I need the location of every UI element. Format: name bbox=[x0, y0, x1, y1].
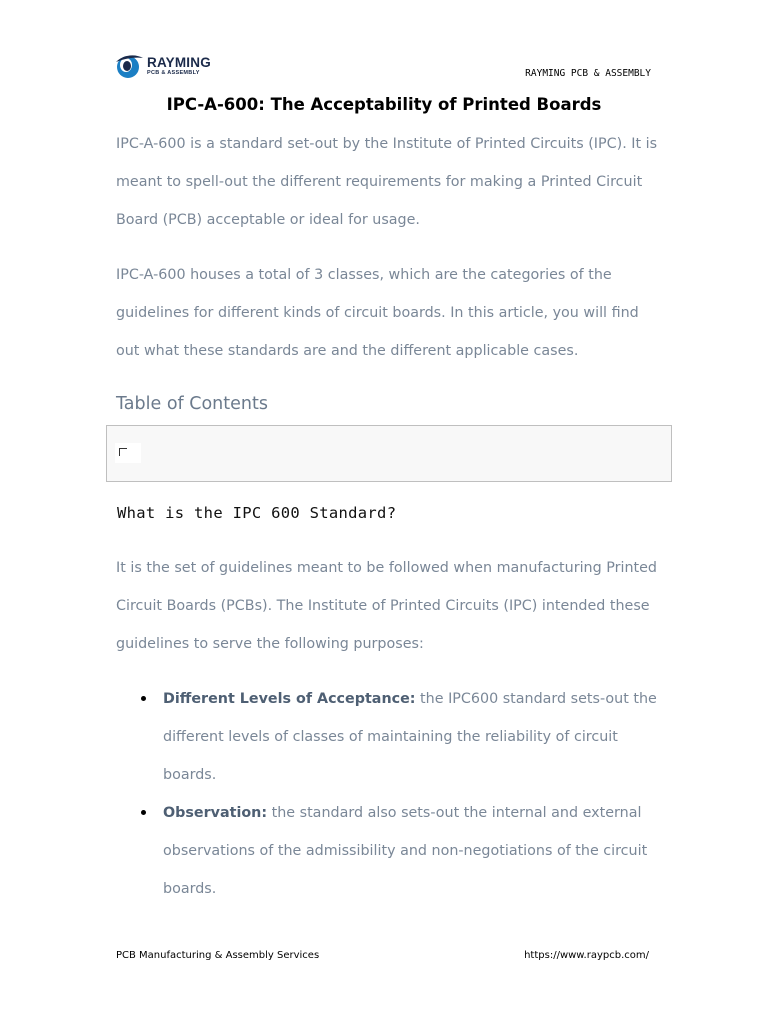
bullet-term: Different Levels of Acceptance: bbox=[163, 691, 416, 707]
purpose-list bbox=[163, 680, 663, 908]
rayming-logo-icon bbox=[114, 52, 144, 80]
bullet-text: the standard also sets-out the internal and external observations of the admissibility and non-negotiations of the circuit boards. bbox=[163, 805, 648, 897]
section-paragraph: It is the set of guidelines meant to be followed when manufacturing Printed Circuit Boards (PCBs). The Institute of Printed Circuits (IPC) intended these guidelines to serve the following purposes: bbox=[116, 560, 657, 652]
bullet-term: Observation: bbox=[163, 805, 268, 821]
intro-paragraph: IPC-A-600 is a standard set-out by the Institute of Printed Circuits (IPC). It is meant to spell-out the different requirements for making a Printed Circuit Board (PCB) acceptable or ideal for usage. bbox=[116, 136, 658, 228]
section-heading: What is the IPC 600 Standard? bbox=[117, 504, 397, 522]
bullet-icon bbox=[141, 696, 146, 701]
collapse-icon bbox=[119, 448, 127, 456]
document-title: IPC-A-600: The Acceptability of Printed Boards bbox=[166, 95, 602, 114]
bullet-icon bbox=[141, 810, 146, 815]
toc-heading: Table of Contents bbox=[116, 394, 268, 414]
header-company-name: RAYMING PCB & ASSEMBLY bbox=[525, 68, 651, 79]
logo-brand: RAYMING bbox=[147, 54, 211, 70]
footer-services: PCB Manufacturing & Assembly Services bbox=[116, 950, 320, 961]
logo-tagline: PCB & ASSEMBLY bbox=[147, 70, 200, 76]
footer-url-link[interactable]: https://www.raypcb.com/ bbox=[524, 950, 649, 961]
intro-paragraph: IPC-A-600 houses a total of 3 classes, which are the categories of the guidelines for different kinds of circuit boards. In this article, you will find out what these standards are and the different applicable cases. bbox=[116, 267, 639, 359]
company-logo bbox=[114, 52, 211, 80]
toc-toggle-button[interactable] bbox=[115, 443, 141, 463]
list-item bbox=[163, 794, 663, 908]
bullet-text: the IPC600 standard sets-out the different levels of classes of maintaining the reliability of circuit boards. bbox=[163, 691, 657, 783]
list-item bbox=[163, 680, 663, 794]
table-of-contents bbox=[106, 425, 672, 482]
